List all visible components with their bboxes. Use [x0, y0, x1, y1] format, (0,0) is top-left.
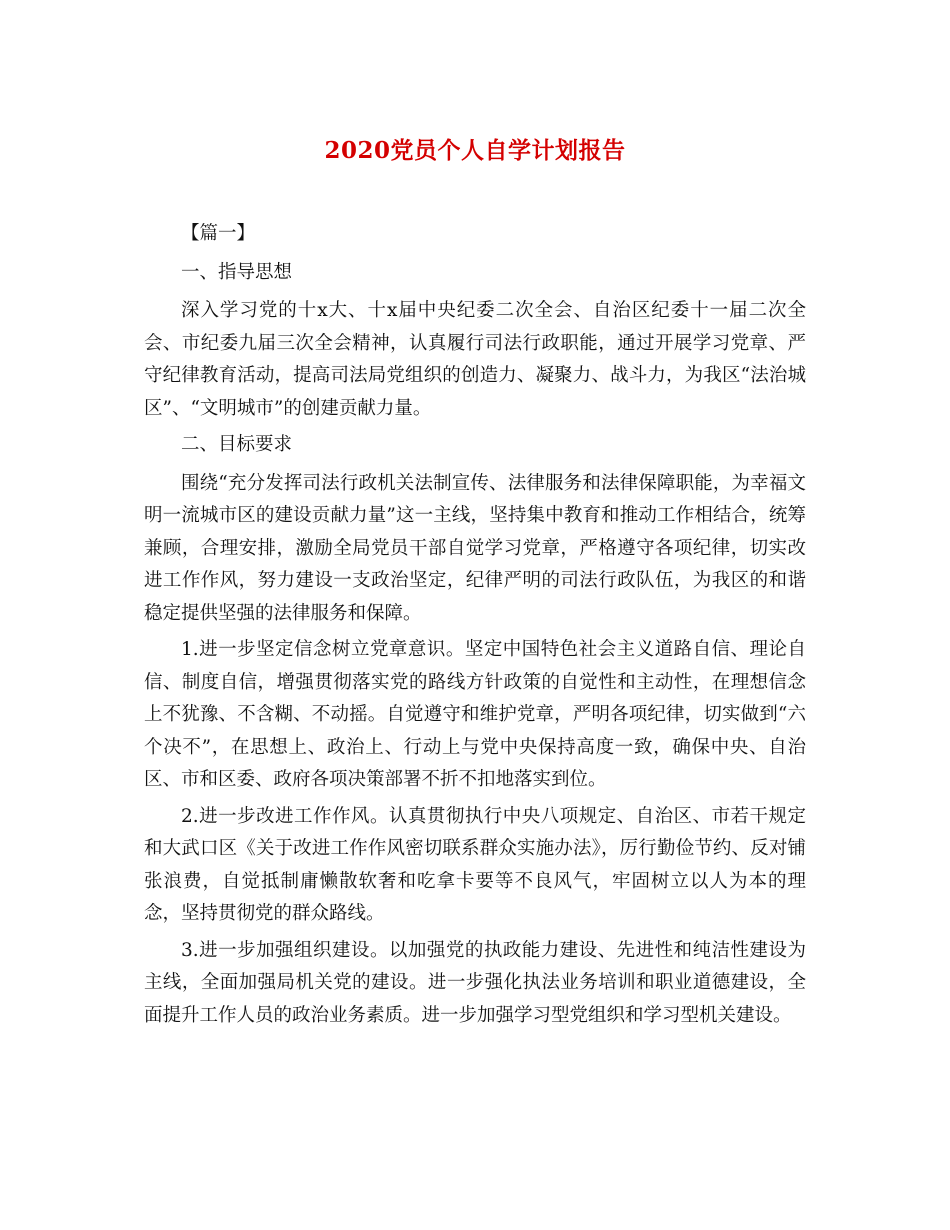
heading-guiding-thought: 一、指导思想: [181, 261, 293, 283]
paragraph-item-3: 3.进一步加强组织建设。以加强党的执政能力建设、先进性和纯洁性建设为主线，全面加强局机关党的建设。进一步强化执法业务培训和职业道德建设，全面提升工作人员的政治业务素质。进一步加强学习型党组织和学习型机关建设。: [144, 939, 806, 1026]
paragraph-item-1: 1.进一步坚定信念树立党章意识。坚定中国特色社会主义道路自信、理论自信、制度自信，增强贯彻落实党的路线方针政策的自觉性和主动性，在理想信念上不犹豫、不含糊、不动摇。自觉遵守和维护党章，严明各项纪律，切实做到“六个决不”，在思想上、政治上、行动上与党中央保持高度一致，确保中央、自治区、市和区委、政府各项决策部署不折不扣地落实到位。: [144, 639, 806, 790]
section-marker: 【篇一】: [181, 223, 256, 244]
heading-goals: 二、目标要求: [181, 434, 293, 455]
document-body: [144, 218, 806, 1036]
paragraph-goals: 围绕“充分发挥司法行政机关法制宣传、法律服务和法律保障职能，为幸福文明一流城市区的建设贡献力量”这一主线，坚持集中教育和推动工作相结合，统筹兼顾，合理安排，激励全局党员干部自觉学习党章，严格遵守各项纪律，切实改进工作作风，努力建设一支政治坚定，纪律严明的司法行政队伍，为我区的和谐稳定提供坚强的法律服务和保障。: [144, 472, 806, 624]
paragraph-item-2: 2.进一步改进工作作风。认真贯彻执行中央八项规定、自治区、市若干规定和大武口区《关于改进工作作风密切联系群众实施办法》，厉行勤俭节约、反对铺张浪费，自觉抵制庸懒散软奢和吃拿卡要等不良风气，牢固树立以人为本的理念，坚持贯彻党的群众路线。: [144, 805, 806, 924]
document-title: 2020党员个人自学计划报告: [324, 137, 626, 164]
paragraph-guiding-thought: 深入学习党的十x大、十x届中央纪委二次全会、自治区纪委十一届二次全会、市纪委九届三次全会精神，认真履行司法行政职能，通过开展学习党章、严守纪律教育活动，提高司法局党组织的创造力、凝聚力、战斗力，为我区“法治城区”、“文明城市”的创建贡献力量。: [144, 300, 806, 419]
